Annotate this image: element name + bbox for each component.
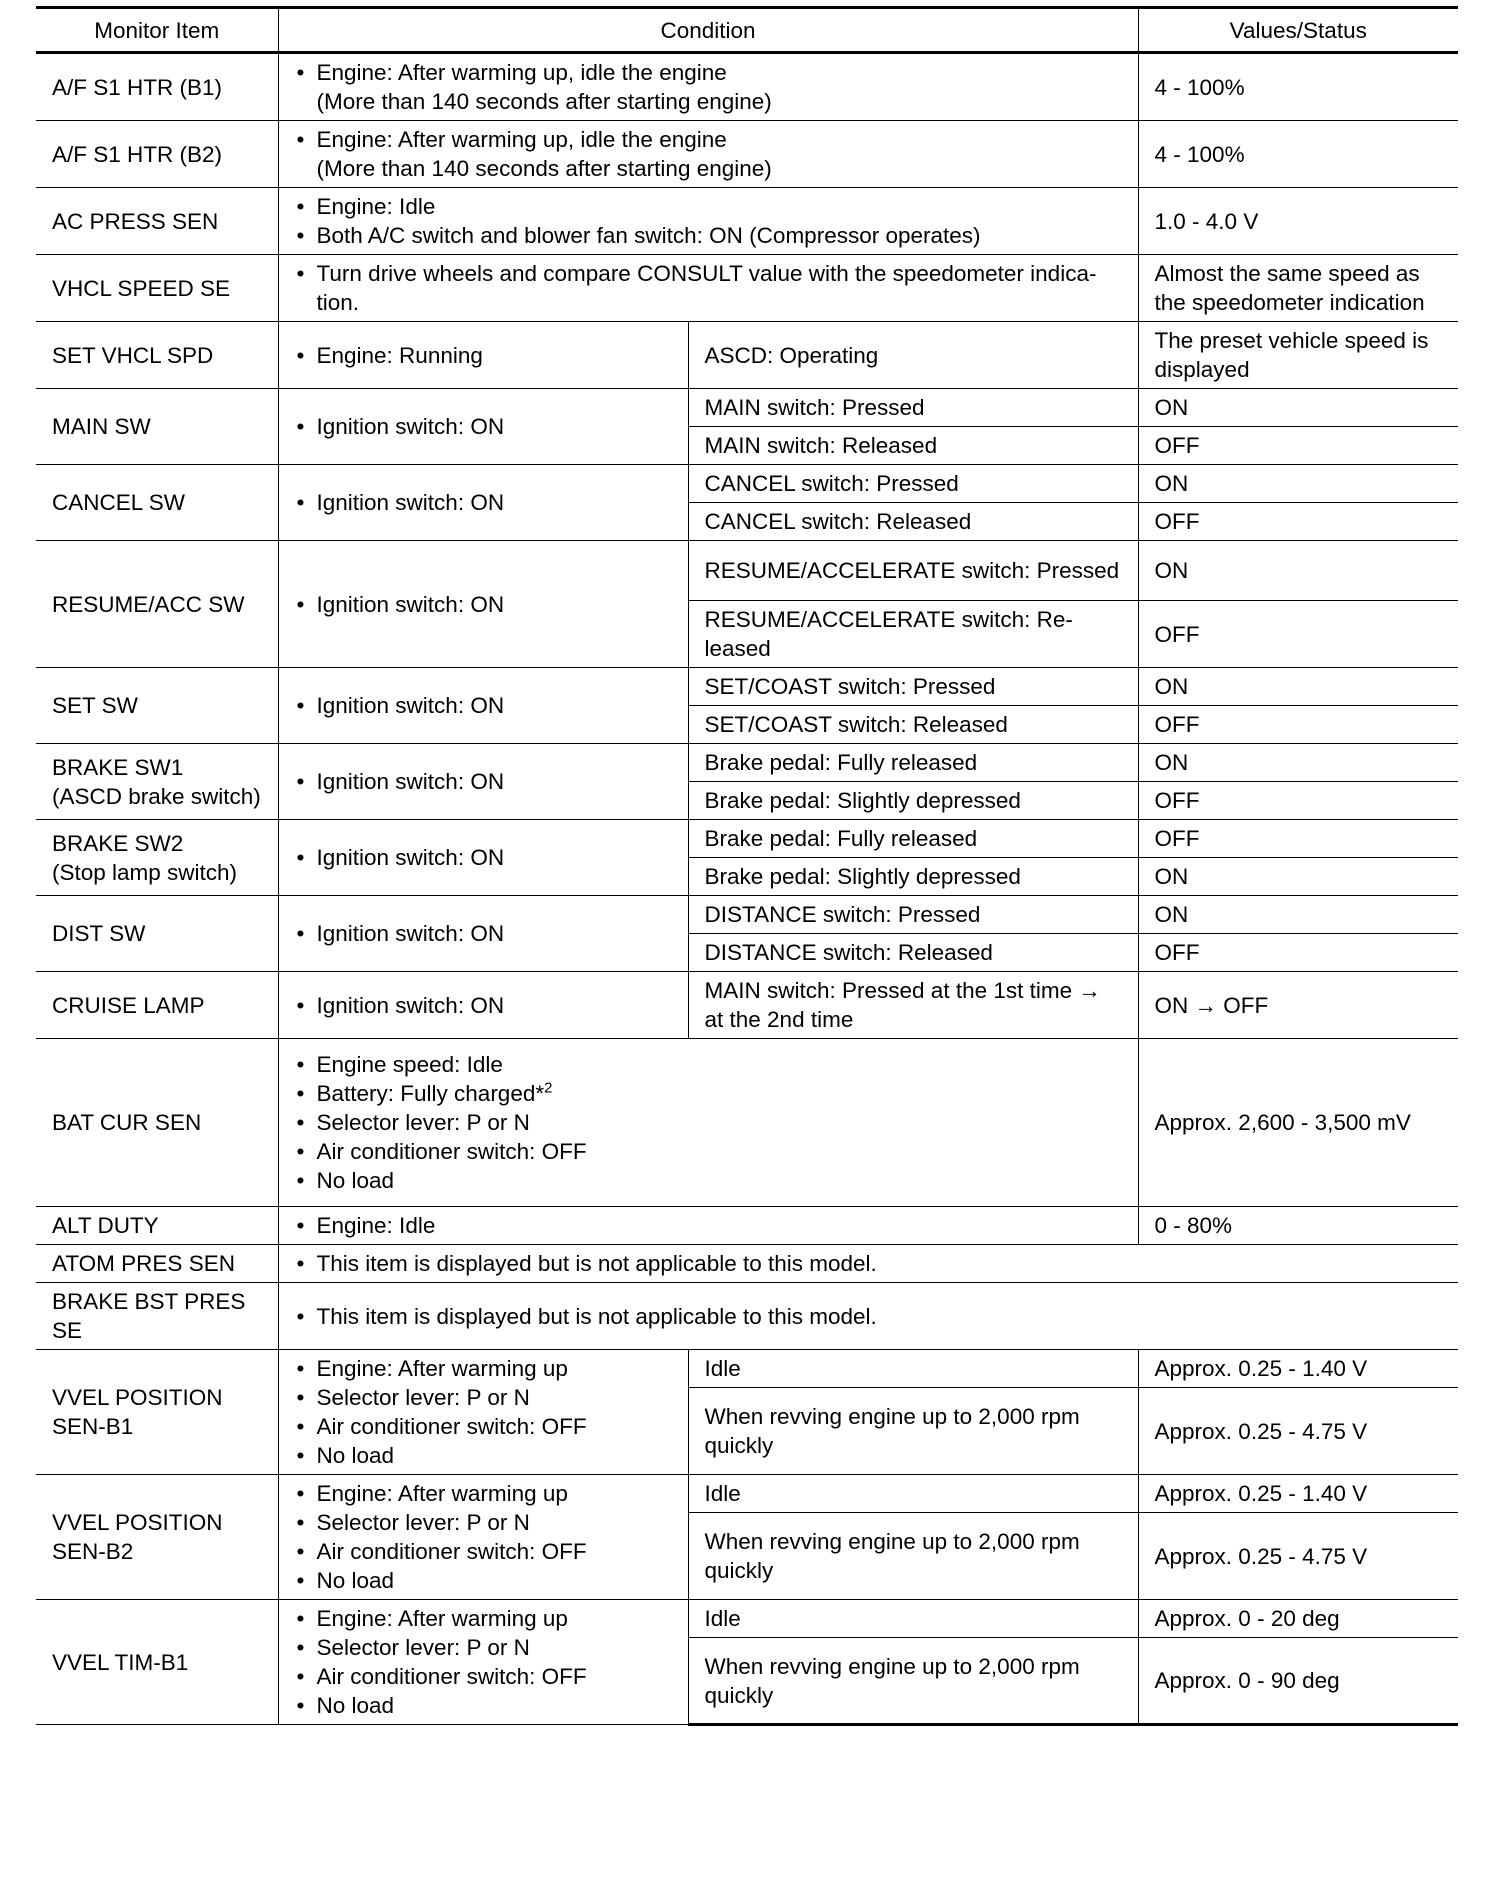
value-cell: OFF xyxy=(1138,427,1458,465)
condition-cell xyxy=(278,744,688,820)
sub-condition-cell: When revving engine up to 2,000 rpm quickly xyxy=(688,1513,1138,1600)
condition-text: • Engine: After warming up, idle the engine (More than 140 seconds after starting engine) xyxy=(295,125,1124,183)
value-cell: Approx. 0.25 - 4.75 V xyxy=(1138,1513,1458,1600)
table-row xyxy=(36,541,1458,601)
value-cell: ON xyxy=(1138,668,1458,706)
table-row xyxy=(36,255,1458,322)
sub-condition-cell: SET/COAST switch: Released xyxy=(688,706,1138,744)
monitor-item-cell: BAT CUR SEN xyxy=(36,1039,278,1207)
value-cell: ON xyxy=(1138,541,1458,601)
monitor-item-cell: ATOM PRES SEN xyxy=(36,1245,278,1283)
monitor-item-table xyxy=(36,6,1458,1726)
value-cell: OFF xyxy=(1138,706,1458,744)
condition-text: • Engine: After warming up xyxy=(295,1354,674,1383)
value-cell: Approx. 0 - 20 deg xyxy=(1138,1600,1458,1638)
value-cell: OFF xyxy=(1138,503,1458,541)
condition-text: • No load xyxy=(295,1691,674,1720)
condition-cell xyxy=(278,1350,688,1475)
condition-cell xyxy=(278,1207,1138,1245)
monitor-item-cell: BRAKE SW1 (ASCD brake switch) xyxy=(36,744,278,820)
monitor-item-cell: SET VHCL SPD xyxy=(36,322,278,389)
condition-cell xyxy=(278,541,688,668)
condition-text: • Engine speed: Idle xyxy=(295,1050,1124,1079)
value-cell: 1.0 - 4.0 V xyxy=(1138,188,1458,255)
value-cell: OFF xyxy=(1138,820,1458,858)
table-row xyxy=(36,744,1458,782)
sub-condition-cell: MAIN switch: Pressed at the 1st time → at the 2nd time xyxy=(688,972,1138,1039)
monitor-item-cell: A/F S1 HTR (B2) xyxy=(36,121,278,188)
sub-condition-cell: CANCEL switch: Released xyxy=(688,503,1138,541)
value-cell: Approx. 0.25 - 1.40 V xyxy=(1138,1350,1458,1388)
condition-cell xyxy=(278,389,688,465)
table-row xyxy=(36,1245,1458,1283)
condition-cell xyxy=(278,53,1138,121)
condition-cell xyxy=(278,121,1138,188)
condition-cell xyxy=(278,255,1138,322)
monitor-item-cell: ALT DUTY xyxy=(36,1207,278,1245)
table-row xyxy=(36,389,1458,427)
table-row xyxy=(36,896,1458,934)
condition-text: • Ignition switch: ON xyxy=(295,919,674,948)
condition-text: • No load xyxy=(295,1566,674,1595)
sub-condition-cell: DISTANCE switch: Released xyxy=(688,934,1138,972)
condition-cell xyxy=(278,820,688,896)
sub-condition-cell: When revving engine up to 2,000 rpm quickly xyxy=(688,1388,1138,1475)
condition-cell xyxy=(278,1039,1138,1207)
condition-text: • Ignition switch: ON xyxy=(295,691,674,720)
condition-text: • Engine: Idle xyxy=(295,1211,1124,1240)
monitor-item-cell: VVEL POSITION SEN-B1 xyxy=(36,1350,278,1475)
sub-condition-cell: Brake pedal: Slightly depressed xyxy=(688,782,1138,820)
condition-text: • Ignition switch: ON xyxy=(295,590,674,619)
table-row xyxy=(36,668,1458,706)
monitor-item-cell: BRAKE BST PRES SE xyxy=(36,1283,278,1350)
condition-text: • No load xyxy=(295,1441,674,1470)
monitor-table-container xyxy=(36,6,1458,1726)
condition-text: • Battery: Fully charged*$^2$ xyxy=(295,1079,1124,1108)
condition-text: • Engine: After warming up xyxy=(295,1479,674,1508)
table-header-row xyxy=(36,8,1458,53)
table-row xyxy=(36,1283,1458,1350)
table-row xyxy=(36,820,1458,858)
condition-text: • Air conditioner switch: OFF xyxy=(295,1537,674,1566)
condition-text: • Air conditioner switch: OFF xyxy=(295,1137,1124,1166)
value-cell: Approx. 0.25 - 1.40 V xyxy=(1138,1475,1458,1513)
condition-text: • This item is displayed but is not applicable to this model. xyxy=(295,1249,1445,1278)
table-row xyxy=(36,465,1458,503)
monitor-item-cell: MAIN SW xyxy=(36,389,278,465)
condition-text: • Selector lever: P or N xyxy=(295,1633,674,1662)
table-row xyxy=(36,121,1458,188)
sub-condition-cell: RESUME/ACCELERATE switch: Pressed xyxy=(688,541,1138,601)
monitor-item-cell: DIST SW xyxy=(36,896,278,972)
condition-text: • Engine: After warming up, idle the engine (More than 140 seconds after starting engine) xyxy=(295,58,1124,116)
table-row xyxy=(36,1475,1458,1513)
condition-cell xyxy=(278,1475,688,1600)
table-row xyxy=(36,1039,1458,1207)
value-cell: OFF xyxy=(1138,934,1458,972)
value-cell: Approx. 0 - 90 deg xyxy=(1138,1638,1458,1725)
value-cell: The preset vehicle speed is displayed xyxy=(1138,322,1458,389)
value-cell: OFF xyxy=(1138,601,1458,668)
value-cell: OFF xyxy=(1138,782,1458,820)
sub-condition-cell: MAIN switch: Released xyxy=(688,427,1138,465)
condition-cell xyxy=(278,668,688,744)
monitor-item-cell: VHCL SPEED SE xyxy=(36,255,278,322)
table-row xyxy=(36,1207,1458,1245)
condition-text: • Engine: Idle xyxy=(295,192,1124,221)
sub-condition-cell: RESUME/ACCELERATE switch: Re- leased xyxy=(688,601,1138,668)
sub-condition-cell: Idle xyxy=(688,1475,1138,1513)
value-cell: ON xyxy=(1138,465,1458,503)
monitor-item-cell: RESUME/ACC SW xyxy=(36,541,278,668)
monitor-item-cell: CANCEL SW xyxy=(36,465,278,541)
value-cell: ON xyxy=(1138,744,1458,782)
header-monitor-item: Monitor Item xyxy=(36,8,278,53)
condition-cell xyxy=(278,322,688,389)
table-row xyxy=(36,188,1458,255)
condition-cell xyxy=(278,1245,1458,1283)
value-cell: Approx. 0.25 - 4.75 V xyxy=(1138,1388,1458,1475)
condition-text: • Air conditioner switch: OFF xyxy=(295,1412,674,1441)
sub-condition-cell: SET/COAST switch: Pressed xyxy=(688,668,1138,706)
value-cell: 0 - 80% xyxy=(1138,1207,1458,1245)
table-row xyxy=(36,1350,1458,1388)
condition-cell xyxy=(278,1600,688,1725)
header-values-status: Values/Status xyxy=(1138,8,1458,53)
sub-condition-cell: CANCEL switch: Pressed xyxy=(688,465,1138,503)
condition-text: • Ignition switch: ON xyxy=(295,991,674,1020)
monitor-item-cell: SET SW xyxy=(36,668,278,744)
condition-text: • Selector lever: P or N xyxy=(295,1108,1124,1137)
condition-text: • Ignition switch: ON xyxy=(295,488,674,517)
value-cell: 4 - 100% xyxy=(1138,53,1458,121)
table-row xyxy=(36,1600,1458,1638)
condition-cell xyxy=(278,1283,1458,1350)
condition-cell xyxy=(278,896,688,972)
condition-text: • Engine: After warming up xyxy=(295,1604,674,1633)
condition-cell xyxy=(278,972,688,1039)
sub-condition-cell: Idle xyxy=(688,1350,1138,1388)
condition-text: • Air conditioner switch: OFF xyxy=(295,1662,674,1691)
value-cell: 4 - 100% xyxy=(1138,121,1458,188)
condition-cell xyxy=(278,188,1138,255)
value-cell: Approx. 2,600 - 3,500 mV xyxy=(1138,1039,1458,1207)
condition-cell xyxy=(278,465,688,541)
condition-text: • No load xyxy=(295,1166,1124,1195)
condition-text: • This item is displayed but is not applicable to this model. xyxy=(295,1302,1445,1331)
table-row xyxy=(36,972,1458,1039)
sub-condition-cell: ASCD: Operating xyxy=(688,322,1138,389)
table-row xyxy=(36,53,1458,121)
sub-condition-cell: MAIN switch: Pressed xyxy=(688,389,1138,427)
table-row xyxy=(36,322,1458,389)
condition-text: • Selector lever: P or N xyxy=(295,1383,674,1412)
value-cell: ON xyxy=(1138,858,1458,896)
value-cell: ON → OFF xyxy=(1138,972,1458,1039)
value-cell: ON xyxy=(1138,896,1458,934)
value-cell: Almost the same speed as the speedometer indication xyxy=(1138,255,1458,322)
monitor-item-cell: VVEL TIM-B1 xyxy=(36,1600,278,1725)
condition-text: • Selector lever: P or N xyxy=(295,1508,674,1537)
monitor-item-cell: BRAKE SW2 (Stop lamp switch) xyxy=(36,820,278,896)
value-cell: ON xyxy=(1138,389,1458,427)
sub-condition-cell: Brake pedal: Fully released xyxy=(688,820,1138,858)
sub-condition-cell: Brake pedal: Slightly depressed xyxy=(688,858,1138,896)
condition-text: • Ignition switch: ON xyxy=(295,412,674,441)
monitor-item-cell: AC PRESS SEN xyxy=(36,188,278,255)
monitor-item-cell: A/F S1 HTR (B1) xyxy=(36,53,278,121)
condition-text: • Both A/C switch and blower fan switch: ON (Compressor operates) xyxy=(295,221,1124,250)
condition-text: • Ignition switch: ON xyxy=(295,767,674,796)
condition-text: • Turn drive wheels and compare CONSULT value with the speedometer indica- tion. xyxy=(295,259,1124,317)
sub-condition-cell: When revving engine up to 2,000 rpm quickly xyxy=(688,1638,1138,1725)
monitor-item-cell: VVEL POSITION SEN-B2 xyxy=(36,1475,278,1600)
condition-text: • Engine: Running xyxy=(295,341,674,370)
sub-condition-cell: Brake pedal: Fully released xyxy=(688,744,1138,782)
header-condition: Condition xyxy=(278,8,1138,53)
sub-condition-cell: DISTANCE switch: Pressed xyxy=(688,896,1138,934)
condition-text: • Ignition switch: ON xyxy=(295,843,674,872)
monitor-item-cell: CRUISE LAMP xyxy=(36,972,278,1039)
sub-condition-cell: Idle xyxy=(688,1600,1138,1638)
